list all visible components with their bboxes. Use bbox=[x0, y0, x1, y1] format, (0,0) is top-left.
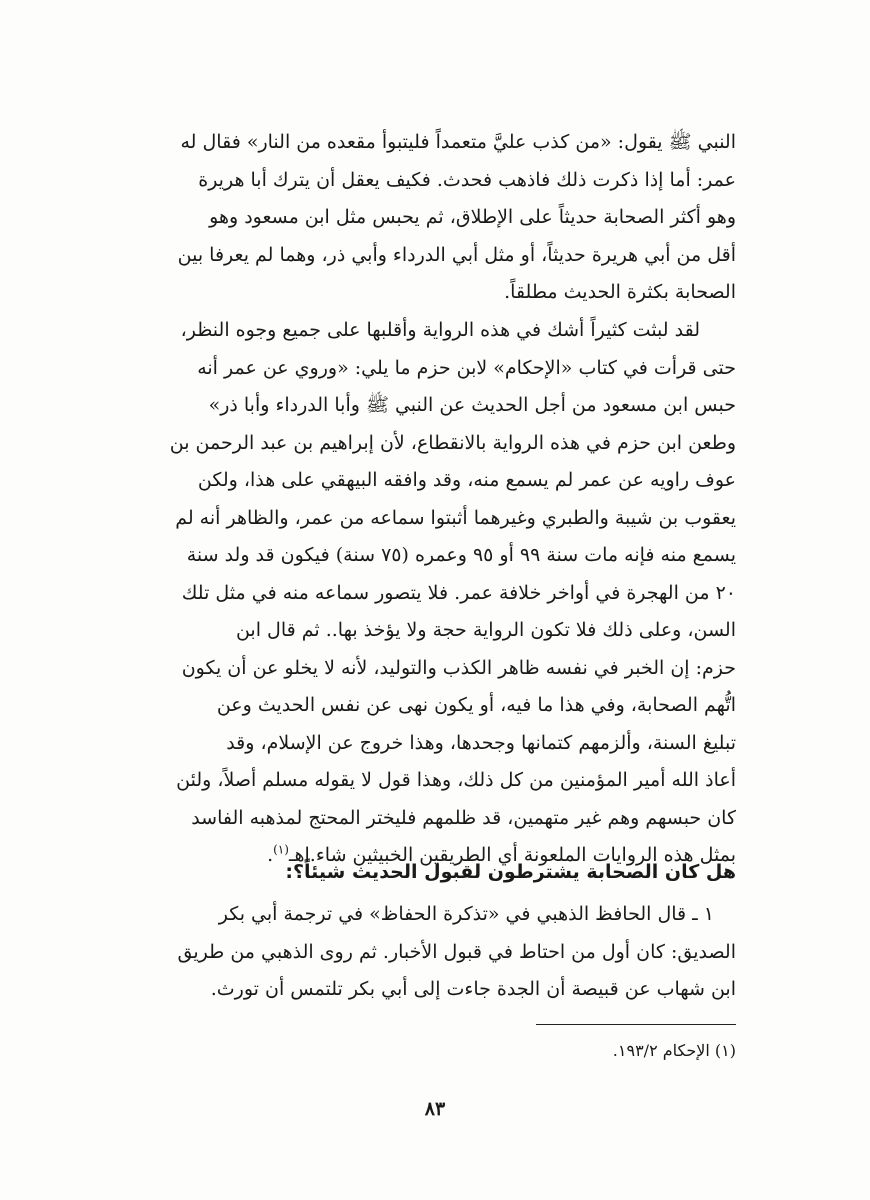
text-line: اتُّهم الصحابة، وفي هذا ما فيه، أو يكون نهى عن نفس الحديث وعن bbox=[216, 694, 736, 716]
page-number: ٨٣ bbox=[424, 1098, 446, 1120]
paragraph-2 bbox=[132, 312, 736, 875]
text-line: تبليغ السنة، وألزمهم كتمانها وجحدها، وهذا خروج عن الإسلام، وقد bbox=[226, 731, 736, 754]
sentence-end: . bbox=[267, 844, 274, 866]
text-line: حبس ابن مسعود من أجل الحديث عن النبي ﷺ وأبا الدرداء وأبا ذر» bbox=[208, 394, 736, 416]
text-line: عمر: أما إذا ذكرت ذلك فاذهب فحدث. فكيف يعقل أن يترك أبا هريرة bbox=[198, 168, 736, 191]
text-line: الصحابة بكثرة الحديث مطلقاً. bbox=[504, 281, 736, 303]
footnote-divider bbox=[536, 1024, 736, 1025]
text-line: الصديق: كان أول من احتاط في قبول الأخبار. ثم روى الذهبي من طريق bbox=[177, 940, 736, 963]
section-heading: هل كان الصحابة يشترطون لقبول الحديث شيئاً؟: bbox=[285, 861, 736, 883]
text-line: السن، وعلى ذلك فلا تكون الرواية حجة ولا يؤخذ بها.. ثم قال ابن bbox=[235, 619, 736, 641]
text-line: عوف راويه عن عمر لم يسمع منه، وقد وافقه البيهقي على هذا، ولكن bbox=[197, 469, 736, 491]
text-line: لقد لبثت كثيراً أشك في هذه الرواية وأقلبها على جميع وجوه النظر، bbox=[180, 319, 700, 341]
text-line-content: بمثل هذه الروايات الملعونة أي الطريقين الخبيثين شاء.اهـ bbox=[288, 844, 736, 866]
text-line: أعاذ الله أمير المؤمنين من كل ذلك، وهذا قول لا يقوله مسلم أصلاً، ولئن bbox=[176, 769, 736, 791]
paragraph-3 bbox=[132, 896, 736, 1009]
text-line: يسمع منه فإنه مات سنة ٩٩ أو ٩٥ وعمره (٧٥ سنة) فيكون قد ولد سنة bbox=[186, 544, 736, 566]
footnote: (١) الإحكام ١٩٣/٢. bbox=[612, 1041, 736, 1060]
text-line: وطعن ابن حزم في هذه الرواية بالانقطاع، لأن إبراهيم بن عبد الرحمن بن bbox=[169, 431, 736, 454]
paragraph-1 bbox=[132, 124, 736, 312]
text-line: أقل من أبي هريرة حديثاً، أو مثل أبي الدرداء وأبي ذر، وهما لم يعرفا بين bbox=[177, 243, 736, 266]
text-line: حزم: إن الخبر في نفسه ظاهر الكذب والتوليد، لأنه لا يخلو عن أن يكون bbox=[181, 656, 736, 679]
text-line: النبي ﷺ يقول: «من كذب عليَّ متعمداً فليتبوأ مقعده من النار» فقال له bbox=[180, 131, 736, 153]
footnote-marker[interactable]: (١) bbox=[273, 842, 289, 857]
text-line: ٢٠ من الهجرة في أواخر خلافة عمر. فلا يتصور سماعه منه في مثل تلك bbox=[181, 581, 736, 604]
text-line: وهو أكثر الصحابة حديثاً على الإطلاق، ثم يحبس مثل ابن مسعود وهو bbox=[209, 206, 736, 228]
text-line: حتى قرأت في كتاب «الإحكام» لابن حزم ما يلي: «وروي عن عمر أنه bbox=[197, 356, 736, 379]
text-line: ١ ـ قال الحافظ الذهبي في «تذكرة الحفاظ» في ترجمة أبي بكر bbox=[218, 903, 714, 925]
text-line: ابن شهاب عن قبيصة أن الجدة جاءت إلى أبي بكر تلتمس أن تورث. bbox=[210, 978, 736, 1000]
text-line: كان حبسهم وهم غير متهمين، قد ظلمهم فليختر المحتج لمذهبه الفاسد bbox=[191, 806, 736, 829]
text-line: يعقوب بن شيبة والطبري وغيرهما أثبتوا سماعه من عمر، والظاهر أنه لم bbox=[175, 506, 736, 529]
